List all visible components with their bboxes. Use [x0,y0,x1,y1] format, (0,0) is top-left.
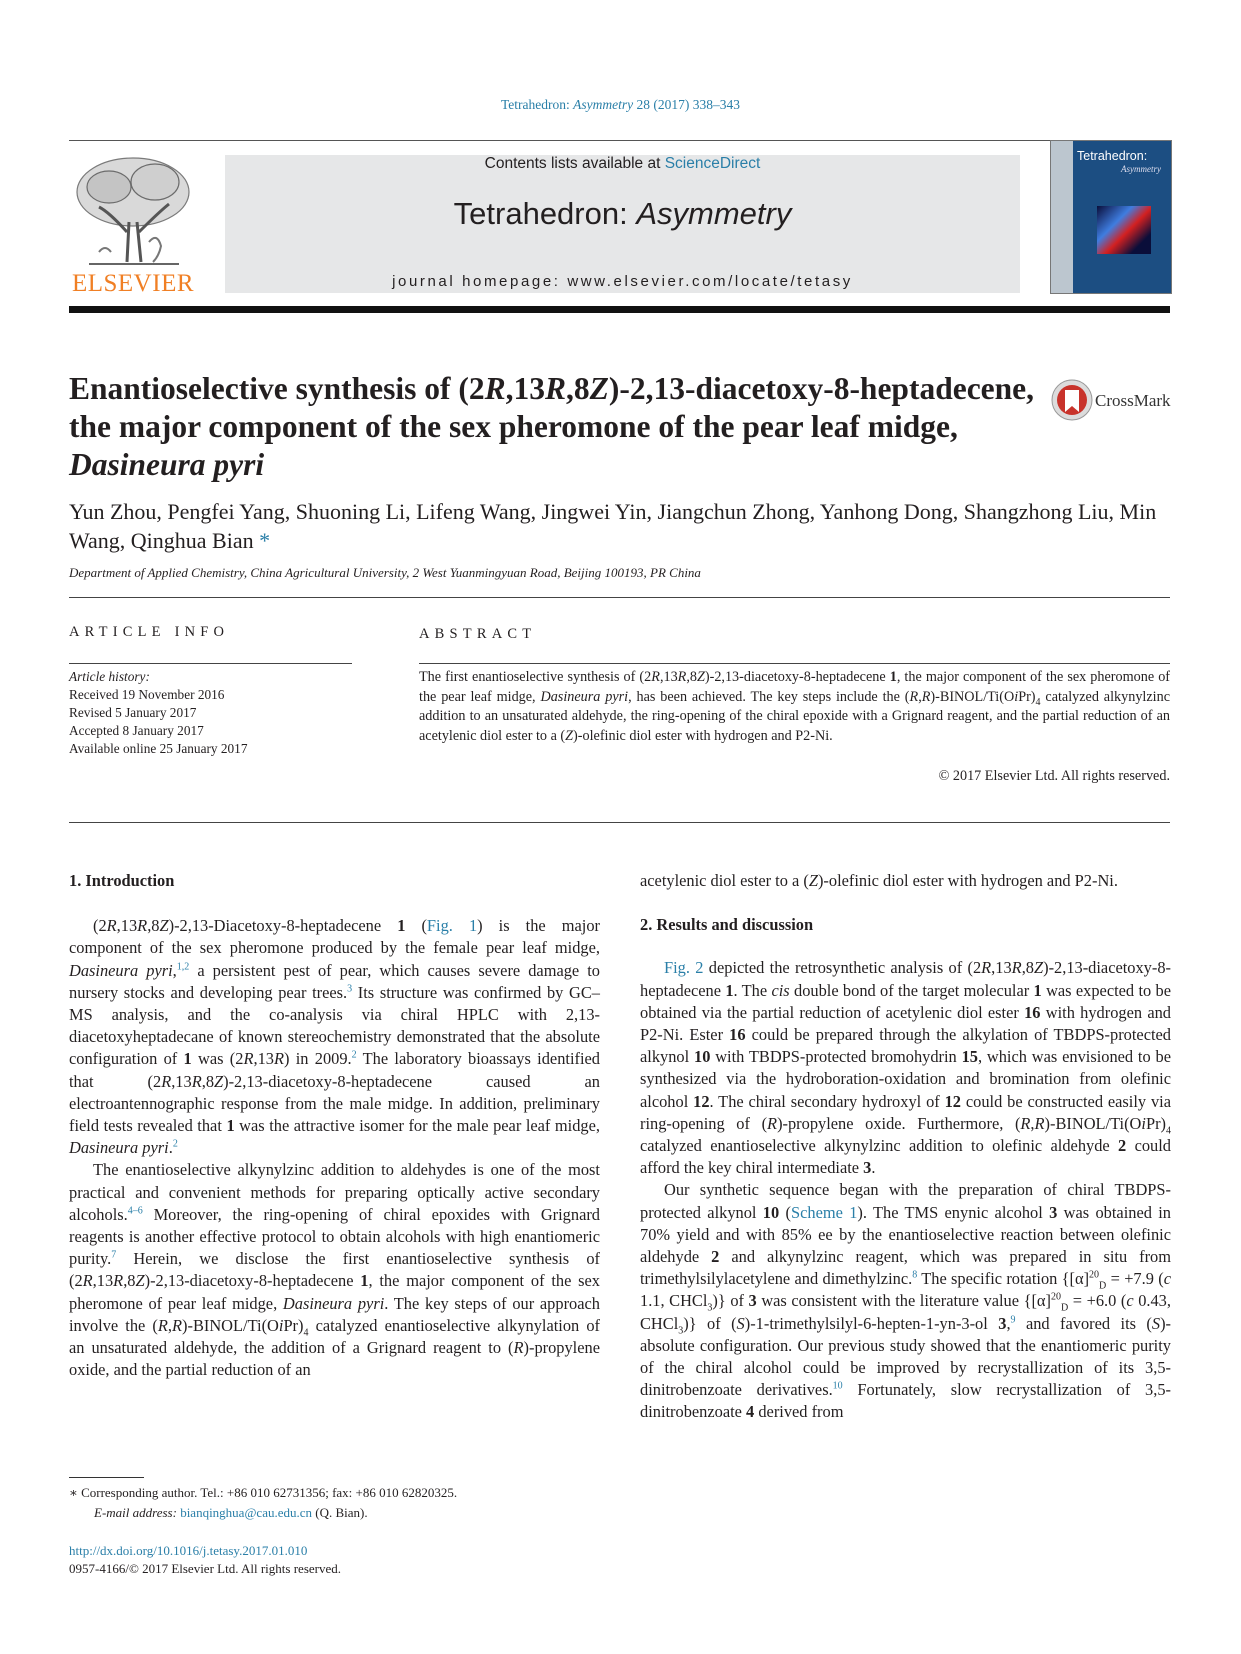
results-paragraph-1 [640,957,1171,1179]
text-run: ,13 [991,958,1012,978]
footnote-contact: ∗ Corresponding author. Tel.: +86 010 62731356; fax: +86 010 62820325. [69,1485,458,1500]
text-run: )-BINOL/Ti(O [1044,1113,1142,1133]
text-run: 3 [678,1324,684,1336]
article-info-heading: ARTICLE INFO [69,624,230,640]
reference-link[interactable]: 2 [351,1049,357,1061]
reference-link[interactable]: 4–6 [127,1205,143,1217]
text-run: double bond of the target molecular [789,980,1034,1000]
body-right-column [640,870,1171,1424]
intro-paragraph-1 [69,915,600,1159]
text-run: )-2,13-diacetoxy-8-heptadecene [640,958,1171,1000]
text-run: = +6.0 ( [1068,1291,1127,1311]
text-run: catalyzed enantioselective alkynylzinc addition to olefinic aldehyde [640,1136,1119,1156]
text-run: Fortunately, slow recrystallization of 3,5-dinitrobenzoate [640,1380,1171,1422]
header-top-rule [69,140,1170,141]
body-left-column [69,870,600,1381]
text-run: c [1126,1291,1134,1311]
text-run: cis [771,980,790,1000]
text-run: R [273,1049,284,1069]
results-paragraph-2 [640,1179,1171,1423]
text-run: 12 [944,1091,961,1111]
text-run: Z [159,916,169,936]
abstract-part: , has been achieved. The key steps include the ( [628,688,910,705]
text-run: )-olefinic diol ester with hydrogen and P2-Ni. [817,871,1118,890]
text-run: R [191,1071,202,1091]
abstract-part: Dasineura pyri [540,688,629,705]
text-run: ( [779,1202,791,1222]
text-run: 1 [397,916,406,936]
text-run: 1 [183,1049,192,1069]
text-run: )-BINOL/Ti(O [182,1315,279,1335]
text-run: )} of ( [683,1313,737,1333]
abstract-body [419,668,1170,746]
text-run: )-1-trimethylsilyl-6-hepten-1-yn-3-ol [744,1313,999,1333]
text-run: , [167,1315,173,1335]
contents-available-line [225,155,1020,173]
text-run: R [157,1315,168,1335]
text-run: ). The TMS enynic alcohol [857,1202,1050,1222]
text-run: Dasineura pyri [69,960,173,980]
text-run: 10 [762,1202,780,1222]
text-run: , the major component of the sex pheromone of pear leaf midge, [69,1271,600,1313]
text-run: D [1099,1280,1107,1292]
text-run: Pr) [283,1315,304,1335]
abstract-part: )-olefinic diol ester with hydrogen and P2-Ni. [573,727,833,744]
text-run: 2 [1118,1136,1127,1156]
text-run: 16 [729,1025,746,1045]
text-run: R [1020,1113,1031,1133]
text-run: Z [214,1071,224,1091]
title-part: Dasineura pyri [69,447,265,482]
title-part: Enantioselective synthesis of (2 [69,371,485,406]
authors-text: Yun Zhou, Pengfei Yang, Shuoning Li, Lifeng Wang, Jingwei Yin, Jiangchun Zhong, Yanhong Dong, Shangzhong Liu, Min Wang, Qinghua Bian [69,499,1157,553]
text-run: 3 [998,1313,1007,1333]
reference-link[interactable]: 7 [111,1249,117,1261]
figure-2-link[interactable]: Fig. 2 [664,958,704,978]
abstract-part: )-BINOL/Ti(O [930,688,1015,705]
journal-name-italic: Asymmetry [636,196,792,231]
text-run: and alkynylzinc reagent, which was prepared in situ from trimethylsilylacetylene and dimethylzinc. [640,1247,1172,1289]
article-history [69,668,359,758]
text-run: 1 [1033,980,1042,1000]
text-run: with TBDPS-protected bromohydrin [710,1047,962,1067]
text-run: R [981,958,992,978]
text-run: )-2,13-diacetoxy-8-heptadecene [144,1271,361,1291]
text-run: R [106,916,117,936]
text-run: , [1006,1313,1011,1333]
text-run: Herein, we disclose the first enantioselective synthesis of (2 [69,1249,600,1291]
text-run: Z [1033,958,1044,978]
text-run: 4 [1166,1125,1171,1137]
author-list [69,497,1179,555]
text-run: was expected to be obtained via the partial reduction of acetylenic diol ester [640,980,1171,1022]
text-run: catalyzed enantioselective alkynylation of an unsaturated aldehyde, the addition of a Grignard reagent to ( [69,1315,601,1358]
text-run: Its structure was confirmed by GC–MS analysis, and the co-analysis via chiral HPLC with 2,13-diacetoxyheptadecane of known stereochemistry demonstrated that the absolute configuration of [69,982,600,1069]
affiliation: Department of Applied Chemistry, China Agricultural University, 2 West Yuanmingyuan Road, Beijing 100193, PR China [69,565,701,580]
text-run: with hydrogen and P2-Ni. Ester [640,1002,1171,1045]
text-run: 1 [725,980,734,1000]
article-info-rule [69,663,352,664]
cover-side-strip [1051,141,1073,293]
reference-link[interactable]: 9 [1010,1314,1016,1326]
text-run: was the attractive isomer for the male pear leaf midge, [234,1116,600,1136]
title-part: ,13 [505,371,545,406]
text-run: acetylenic diol ester to a ( [640,871,809,890]
text-run: 3 [863,1158,872,1178]
history-received: Received 19 November 2016 [69,687,225,702]
corresponding-author-mark[interactable]: * [253,528,271,553]
text-run: was obtained in 70% yield and with 85% ee by the enantioselective reaction between olefinic aldehyde [640,1202,1171,1267]
reference-link[interactable]: 8 [912,1269,918,1281]
abstract-part: i [1014,688,1019,705]
text-run: )-absolute configuration. Our previous study showed that the enantiomeric purity of the chiral alcohol could be improved by recrystallization of its 3,5-dinitrobenzoate derivatives. [640,1313,1172,1400]
homepage-prefix: journal homepage: [392,273,568,290]
text-run: i [1141,1113,1146,1133]
text-run: R [1034,1113,1045,1133]
text-run: )-2,13-diacetoxy-8-heptadecene caused an electroantennographic response from the male midge. In addition, preliminary field tests revealed that [69,1071,600,1136]
doi-link[interactable]: http://dx.doi.org/10.1016/j.tetasy.2017.01.010 [69,1543,308,1558]
journal-name [225,196,1020,232]
text-run: R [513,1338,524,1358]
text-run: R [82,1271,93,1291]
title-part: ,8 [566,371,590,406]
abstract-copyright: © 2017 Elsevier Ltd. All rights reserved. [938,768,1170,784]
homepage-url[interactable]: www.elsevier.com/locate/tetasy [567,273,853,290]
text-run: Z [135,1271,145,1291]
abstract-part: , [918,688,922,705]
cover-artwork [1097,206,1151,254]
header-thick-rule [69,306,1170,313]
abstract-part: Pr) [1018,688,1036,705]
text-run: ,8 [201,1071,215,1091]
text-run: Moreover, the ring-opening of chiral epoxides with Grignard reagents is another effective protocol to obtain alcohols with high enantiomeric purity. [69,1204,600,1269]
text-run: 10 [694,1047,711,1067]
text-run: The laboratory bioassays identified that (2 [69,1049,600,1091]
text-run: The specific rotation {[α] [917,1269,1090,1289]
email-link[interactable]: bianqinghua@cau.edu.cn [180,1505,313,1520]
text-run: 4 [303,1327,309,1339]
text-run: Our synthetic sequence began with the preparation of chiral TBDPS-protected alkynol [640,1180,1171,1222]
footnote-rule [69,1477,144,1478]
text-run: . The [733,980,772,1000]
text-run: could afford the key chiral intermediate [640,1136,1171,1178]
text-run: )} of [712,1291,749,1311]
abstract-bottom-rule [69,822,1170,823]
journal-cover-image[interactable] [1050,140,1172,294]
text-run: 12 [693,1091,710,1111]
abstract-part: Z [565,727,574,744]
text-run: was consistent with the literature value {[α] [756,1291,1051,1311]
abstract-part: R [909,688,919,705]
text-run: 1 [226,1116,235,1136]
text-run: S [1151,1313,1161,1333]
text-run: . [871,1158,876,1178]
text-run: )-propylene oxide, and the partial reduction of an [69,1338,600,1380]
text-run: R [113,1271,124,1291]
section-heading-results: 2. Results and discussion [640,915,814,935]
text-run: )-2,13-Diacetoxy-8-heptadecene [168,916,398,936]
title-part: R [545,371,567,406]
text-run: 4 [746,1402,755,1422]
text-run: ,13 [92,1271,114,1291]
text-run: Dasineura pyri [282,1293,385,1313]
text-run: ,13 [116,916,138,936]
text-run: derived from [754,1402,844,1422]
text-run: R [172,1315,183,1335]
reference-link[interactable]: 1,2 [176,961,190,973]
text-run: ,8 [123,1271,136,1291]
article-title [69,370,1049,484]
abstract-part: )-2,13-diacetoxy-8-heptadecene [704,669,890,685]
text-run: ,8 [1021,958,1034,978]
affiliation-rule [69,597,1170,598]
reference-link[interactable]: 2 [172,1138,178,1150]
intro-paragraph-2-continued [640,870,1171,892]
abstract-rule [419,663,1170,664]
text-run: (2 [93,916,107,936]
text-run: R [1011,958,1022,978]
text-run: R [137,916,148,936]
text-run: 20 [1089,1269,1100,1281]
elsevier-wordmark[interactable]: ELSEVIER [71,270,195,297]
text-run: . The key steps of our approach involve the ( [69,1293,600,1335]
abstract-part: ,13 [659,669,678,685]
reference-link[interactable]: 10 [832,1380,843,1392]
history-online: Available online 25 January 2017 [69,741,248,756]
intro-paragraph-2 [69,1159,600,1381]
text-run: 1 [360,1271,369,1291]
citation-journal: Tetrahedron: [500,97,574,112]
text-run: The enantioselective alkynylzinc addition to aldehydes is one of the most practical and convenient methods for preparing optically active secondary alcohols. [69,1160,600,1224]
figure-1-link[interactable]: Fig. 1 [426,916,478,936]
contents-prefix: Contents lists available at [484,155,665,172]
text-run: a persistent pest of pear, which causes severe damage to nursery stocks and developing pear trees. [69,960,600,1002]
history-revised: Revised 5 January 2017 [69,705,197,720]
abstract-part: , the major component of the sex pheromone of the pear leaf midge, [419,669,1171,705]
compound-number: 1 [889,669,897,685]
text-run: could be constructed easily via ring-opening of ( [640,1091,1172,1133]
footnote-email-line [69,1503,629,1523]
text-run: ) is the major component of the sex pheromone produced by the female pear leaf midge, [69,916,600,958]
crossmark-label[interactable]: CrossMark [1095,391,1171,410]
text-run: = +7.9 ( [1106,1269,1164,1289]
text-run: 2 [711,1247,720,1267]
text-run: 15 [961,1047,978,1067]
sciencedirect-link[interactable]: ScienceDirect [664,155,761,172]
citation-volume: 28 (2017) 338–343 [633,97,740,112]
text-run: 3 [707,1302,713,1314]
corresponding-author-footnote [69,1483,629,1523]
text-run: Dasineura pyri [69,1138,169,1158]
reference-link[interactable]: 3 [347,983,353,995]
scheme-1-link[interactable]: Scheme 1 [790,1202,858,1222]
text-run: 3 [1049,1202,1058,1222]
text-run: R [243,1049,254,1069]
text-run: i [278,1315,284,1335]
text-run: , [1030,1113,1035,1133]
journal-name-main: Tetrahedron: [453,196,637,231]
email-suffix: (Q. Bian). [312,1505,368,1520]
text-run: 0.43, CHCl [640,1291,1171,1333]
abstract-part: R [651,669,660,685]
text-run: R [161,1071,172,1091]
text-run: 3 [748,1291,757,1311]
text-run: R [767,1113,778,1133]
journal-homepage [225,273,1020,290]
abstract-part: 4 [1035,696,1041,708]
abstract-part: R [677,669,687,685]
email-label: E-mail address: [94,1505,181,1520]
abstract-part: ,8 [686,669,697,685]
abstract-part: R [921,688,931,705]
abstract-part: Z [696,669,705,685]
text-run: Pr) [1145,1113,1166,1133]
text-run: S [736,1313,745,1333]
text-run: c [1163,1269,1171,1289]
title-part: )-2,13-diacetoxy-8-heptadecene, the major component of the sex pheromone of the pear leaf midge, [69,371,1035,444]
text-run: ,8 [147,916,160,936]
text-run: . [168,1138,173,1158]
citation-journal-italic: Asymmetry [573,97,634,112]
title-part: R [484,371,506,406]
issn-copyright: 0957-4166/© 2017 Elsevier Ltd. All rights reserved. [69,1561,341,1576]
section-heading-introduction: 1. Introduction [69,871,175,890]
abstract-part: catalyzed alkynylzinc addition to an unsaturated aldehyde, the ring-opening of the chiral epoxide with a Grignard reagent, and the partial reduction of an acetylenic diol ester to a ( [419,688,1170,744]
title-part: Z [589,371,609,406]
text-run: was (2 [191,1049,244,1069]
cover-title: Tetrahedron: [1077,149,1148,163]
text-run: 16 [1024,1002,1041,1022]
text-run: depicted the retrosynthetic analysis of (2 [703,958,982,978]
text-run: ,13 [171,1071,192,1091]
text-run: , [172,960,177,980]
cover-subtitle: Asymmetry [1121,164,1161,174]
abstract-heading: ABSTRACT [419,626,537,642]
text-run: ) in 2009. [283,1049,352,1069]
history-label: Article history: [69,669,150,684]
text-run: and favored its ( [1015,1313,1152,1333]
journal-citation[interactable] [0,97,1241,113]
text-run: , which was envisioned to be synthesized via the hydroboration-oxidation and bromination from olefinic alcohol [640,1047,1171,1111]
text-run: ( [405,916,427,936]
text-run: . The chiral secondary hydroxyl of [709,1091,945,1111]
text-run: Z [808,871,818,890]
text-run: could be prepared through the alkylation of TBDPS-protected alkynol [640,1025,1171,1067]
text-run: 1.1, CHCl [640,1291,708,1311]
history-accepted: Accepted 8 January 2017 [69,723,204,738]
text-run: D [1060,1302,1069,1314]
text-run: 20 [1050,1291,1061,1303]
text-run: ,13 [253,1049,274,1069]
text-run: )-propylene oxide. Furthermore, ( [777,1113,1021,1133]
doi-block [69,1542,341,1578]
abstract-part: The first enantioselective synthesis of (2 [419,669,652,685]
